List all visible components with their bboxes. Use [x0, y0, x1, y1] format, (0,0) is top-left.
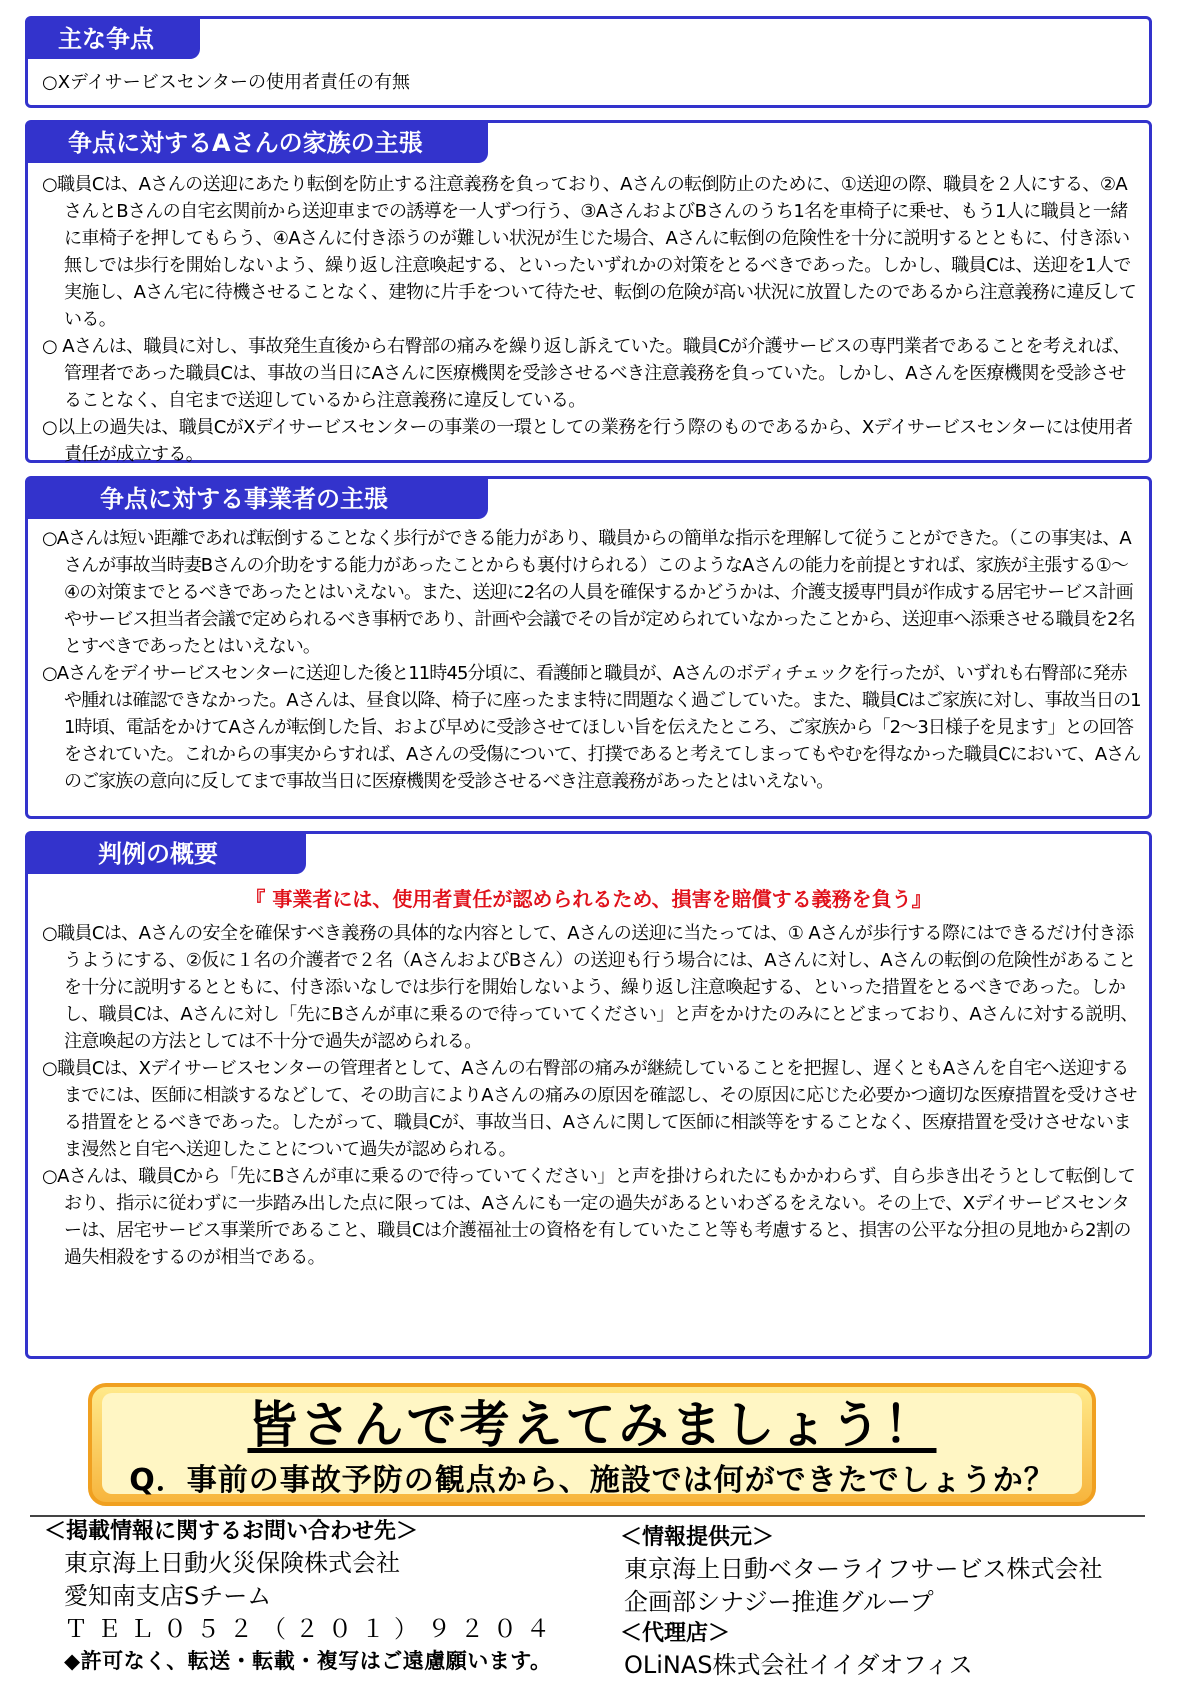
operator-claim-title: 争点に対する事業者の主張 [28, 479, 488, 519]
operator-claim-paragraph-1: ○Aさんは短い距離であれば転倒することなく歩行ができる能力があり、職員からの簡単な指示を理解して従うことができた。（この事実は、Aさんが事故当時妻Bさんの介助をする能力があったことからも裏付けられる）このようなAさんの能力を前提とすれば、家族が主張する①～④の対策までとるべきであったとはいえない。また、送迎に2名の人員を確保するかどうかは、介護支援専門員が作成する居宅サービス計画やサービス担当者会議で定められるべき事柄であり、計画や会議でその旨が定められていなかったことから、送迎車へ添乗させる職員を2名とすべきであったとはいえない。 [42, 528, 1135, 657]
judgment-headline: 『 事業者には、使用者責任が認められるため、損害を賠償する義務を負う』 [245, 887, 932, 911]
family-claim-paragraph-1: ○職員Cは、Aさんの送迎にあたり転倒を防止する注意義務を負っており、Aさんの転倒防止のために、①送迎の際、職員を２人にする、②AさんとBさんの自宅玄関前から送迎車までの誘導を一人ずつ行う、③AさんおよびBさんのうち1名を車椅子に乗せ、もう1人に職員と一緒に車椅子を押してもらう、④Aさんに付き添うのが難しい状況が生じた場合、Aさんに転倒の危険性を十分に説明するとともに、付き添い無しでは歩行を開始しないよう、繰り返し注意喚起する、といったいずれかの対策をとるべきであった。しかし、職員Cは、送迎を1人で実施し、Aさん宅に待機させることなく、建物に片手をついて待たせ、転倒の危険が高い状況に放置したのであるから注意義務に違反している。 [42, 174, 1137, 330]
question-banner-inner [102, 1393, 1082, 1498]
family-claim-paragraph-2: ○ Aさんは、職員に対し、事故発生直後から右臀部の痛みを繰り返し訴えていた。職員Cが介護サービスの専門業者であることを考えれば、管理者であった職員Cは、事故の当日にAさんに医療機関を受診させるべき注意義務を負っていた。しかし、Aさんを医療機関を受診させることなく、自宅まで送迎しているから注意義務に違反している。 [42, 336, 1130, 411]
family-claim-title: 争点に対するAさんの家族の主張 [28, 123, 488, 163]
contact-branch: 愛知南支店Sチーム [64, 1582, 272, 1610]
family-claim-section [25, 120, 1152, 463]
judgment-section [25, 831, 1152, 1359]
provider-info [620, 1523, 1160, 1682]
judgment-paragraph-1: ○職員Cは、Aさんの安全を確保すべき義務の具体的な内容として、Aさんの送迎に当たっては、① Aさんが歩行する際にはできるだけ付き添うようにする、②仮に１名の介護者で２名（AさんおよびBさん）の送迎も行う場合には、Aさんに対し、Aさんの転倒の危険性があることを十分に説明するとともに、付き添いなしでは歩行を開始しないよう、繰り返し注意喚起する、といった措置をとるべきであった。しかし、職員Cは、Aさんに対し「先にBさんが車に乗るので待っていてください」と声をかけたのみにとどまっており、Aさんに対する説明、注意喚起の方法としては不十分で過失が認められる。 [42, 923, 1138, 1052]
contact-phone: ＴＥＬ０５２（２０１）９２０４ [64, 1615, 559, 1643]
provider-department: 企画部シナジー推進グループ [624, 1588, 934, 1616]
provider-heading: ＜情報提供元＞ [620, 1525, 775, 1550]
banner-title: 皆さんで考えてみましょう！ [247, 1396, 937, 1454]
contact-info [44, 1517, 644, 1676]
agency-heading: ＜代理店＞ [620, 1621, 731, 1646]
judgment-title: 判例の概要 [28, 834, 306, 874]
judgment-paragraph-3: ○Aさんは、職員Cから「先にBさんが車に乗るので待っていてください」と声を掛けられたにもかかわらず、自ら歩き出そうとして転倒しており、指示に従わずに一歩踏み出した点に限っては、Aさんにも一定の過失があるといわざるをえない。その上で、Xデイサービスセンターは、居宅サービス事業所であること、職員Cは介護福祉士の資格を有していたこと等も考慮すると、損害の公平な分担の見地から2割の過失相殺をするのが相当である。 [42, 1166, 1136, 1268]
contact-heading: ＜掲載情報に関するお問い合わせ先＞ [44, 1519, 419, 1544]
copy-notice: ◆許可なく、転送・転載・複写はご遠慮願います。 [64, 1649, 552, 1673]
operator-claim-section [25, 476, 1152, 819]
judgment-paragraph-2: ○職員Cは、Xデイサービスセンターの管理者として、Aさんの右臀部の痛みが継続していることを把握し、遅くともAさんを自宅へ送迎するまでには、医師に相談するなどして、その助言によりAさんの痛みの原因を確認し、その原因に応じた必要かつ適切な医療措置を受けさせる措置をとるべきであった。したがって、職員Cが、事故当日、Aさんに関して医師に相談等をすることなく、医療措置を受けさせないまま漫然と自宅へ送迎したことについて過失が認められる。 [42, 1058, 1137, 1160]
agency-name: OLiNAS株式会社イイダオフィス [624, 1651, 973, 1679]
question-banner [88, 1383, 1096, 1506]
provider-company: 東京海上日動ベターライフサービス株式会社 [624, 1555, 1103, 1583]
family-claim-paragraph-3: ○以上の過失は、職員CがXデイサービスセンターの事業の一環としての業務を行う際のものであるから、Xデイサービスセンターには使用者責任が成立する。 [42, 417, 1133, 465]
issues-paragraph: ○Xデイサービスセンターの使用者責任の有無 [42, 72, 411, 93]
contact-company: 東京海上日動火災保険株式会社 [64, 1549, 400, 1577]
operator-claim-paragraph-2: ○Aさんをデイサービスセンターに送迎した後と11時45分頃に、看護師と職員が、Aさんのボディチェックを行ったが、いずれも右臀部に発赤や腫れは確認できなかった。Aさんは、昼食以降、椅子に座ったまま特に問題なく過ごしていた。また、職員Cはご家族に対し、事故当日の11時頃、電話をかけてAさんが転倒した旨、および早めに受診させてほしい旨を伝えたところ、ご家族から「2～3日様子を見ます」との回答をされていた。これからの事実からすれば、Aさんの受傷について、打撲であると考えてしまってもやむを得なかった職員Cにおいて、Aさんのご家族の意向に反してまで事故当日に医療機関を受診させるべき注意義務があったとはいえない。 [42, 663, 1141, 792]
issues-title: 主な争点 [28, 19, 200, 59]
banner-question: Q．事前の事故予防の観点から、施設では何ができたでしょうか？ [129, 1463, 1055, 1498]
issues-section [25, 16, 1152, 108]
